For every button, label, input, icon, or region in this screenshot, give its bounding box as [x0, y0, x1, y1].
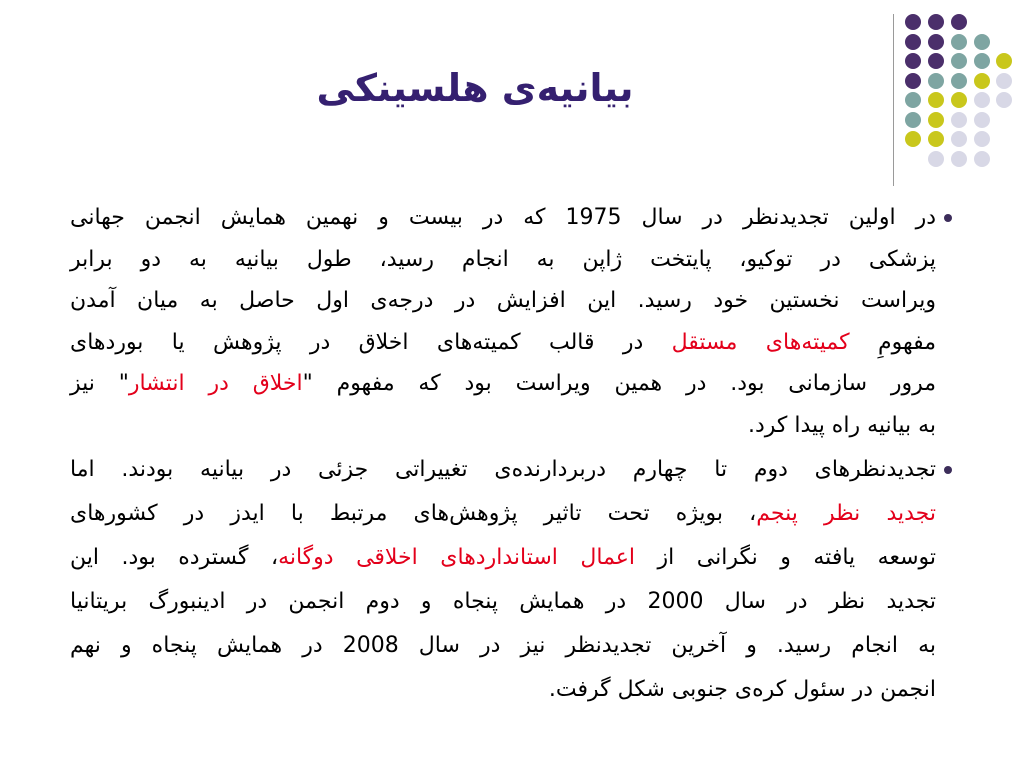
- text-line: [70, 239, 936, 281]
- decorative-dot: [905, 73, 921, 89]
- text-segment: ویراست نخستین خود رسید. این افزایش در درجه‌ی اول حاصل به میان آمدن: [70, 288, 936, 313]
- slide-body: [70, 197, 936, 712]
- decorative-dot: [928, 131, 944, 147]
- text-line: [70, 624, 936, 668]
- bullet-paragraph: [70, 197, 936, 446]
- decorative-dot: [928, 92, 944, 108]
- text-line: [70, 668, 936, 712]
- text-segment: تجدید نظر در سال 2000 در همایش پنجاه و دوم انجمن در ادینبورگ بریتانیا: [70, 589, 936, 614]
- text-segment: مرور سازمانی بود. در همین ویراست بود که مفهوم ": [302, 371, 936, 396]
- bullet-icon: [944, 214, 952, 222]
- decorative-dot: [928, 112, 944, 128]
- text-line: [70, 197, 936, 239]
- emphasized-term: کمیته‌های مستقل: [671, 329, 850, 355]
- emphasized-term: اعمال استانداردهای اخلاقی دوگانه: [278, 545, 636, 570]
- text-line: [70, 280, 936, 322]
- vertical-rule: [893, 14, 894, 186]
- text-line: [70, 492, 936, 536]
- text-segment: تجدیدنظرهای دوم تا چهارم دربردارنده‌ی تغییراتی جزئی در بیانیه بودند. اما: [70, 457, 936, 482]
- decorative-dot: [974, 34, 990, 50]
- text-segment: در اولین تجدیدنظر در سال 1975 که در بیست و نهمین همایش انجمن جهانی: [70, 205, 936, 230]
- text-line: [70, 322, 936, 364]
- slide-title: بیانیه‌ی هلسینکی: [316, 66, 634, 110]
- decorative-dot: [951, 73, 967, 89]
- text-line: [70, 580, 936, 624]
- decorative-dot: [974, 92, 990, 108]
- text-segment: ، گسترده بود. این: [70, 545, 279, 570]
- bullet-icon: [944, 466, 952, 474]
- decorative-dot: [905, 131, 921, 147]
- decorative-dot: [974, 131, 990, 147]
- decorative-dot: [974, 53, 990, 69]
- text-line: [70, 448, 936, 492]
- decorative-dot: [996, 53, 1012, 69]
- decorative-dot: [905, 34, 921, 50]
- decorative-dot: [928, 34, 944, 50]
- decorative-dot: [905, 14, 921, 30]
- emphasized-term: تجدید نظر پنجم: [756, 501, 936, 526]
- decorative-dot: [928, 53, 944, 69]
- text-line: [70, 536, 936, 580]
- text-segment: به بیانیه راه پیدا کرد.: [748, 412, 936, 438]
- text-line: [70, 363, 936, 405]
- decorative-dot: [974, 73, 990, 89]
- decorative-dot: [951, 131, 967, 147]
- decorative-dot: [996, 73, 1012, 89]
- decorative-dot: [951, 53, 967, 69]
- decorative-dot: [928, 14, 944, 30]
- decorative-dot: [951, 112, 967, 128]
- decorative-dot: [928, 151, 944, 167]
- emphasized-term: اخلاق در انتشار: [128, 371, 303, 396]
- decorative-dot: [951, 34, 967, 50]
- bullet-paragraph: [70, 448, 936, 712]
- text-segment: به انجام رسید. و آخرین تجدیدنظر نیز در سال 2008 در همایش پنجاه و نهم: [70, 633, 936, 658]
- decorative-dot: [951, 151, 967, 167]
- text-line: [70, 405, 936, 447]
- text-segment: " نیز: [70, 371, 129, 396]
- decorative-dot: [905, 92, 921, 108]
- decorative-dot: [905, 112, 921, 128]
- text-segment: پزشکی در توکیو، پایتخت ژاپن به انجام رسید، طول بیانیه به دو برابر: [70, 246, 936, 272]
- text-segment: توسعه یافته و نگرانی از: [635, 545, 936, 570]
- text-segment: انجمن در سئول کره‌ی جنوبی شکل گرفت.: [548, 677, 936, 702]
- decorative-dot: [974, 151, 990, 167]
- text-segment: مفهومِ: [849, 329, 936, 355]
- decorative-dot: [951, 14, 967, 30]
- decorative-dot: [974, 112, 990, 128]
- decorative-dot: [996, 92, 1012, 108]
- text-segment: ، بویژه تحت تاثیر پژوهش‌های مرتبط با ایدز در کشورهای: [70, 501, 757, 526]
- decorative-dot: [951, 92, 967, 108]
- decorative-dot: [905, 53, 921, 69]
- decorative-dot: [928, 73, 944, 89]
- text-segment: در قالب کمیته‌های اخلاق در پژوهش یا بوردهای: [70, 329, 672, 355]
